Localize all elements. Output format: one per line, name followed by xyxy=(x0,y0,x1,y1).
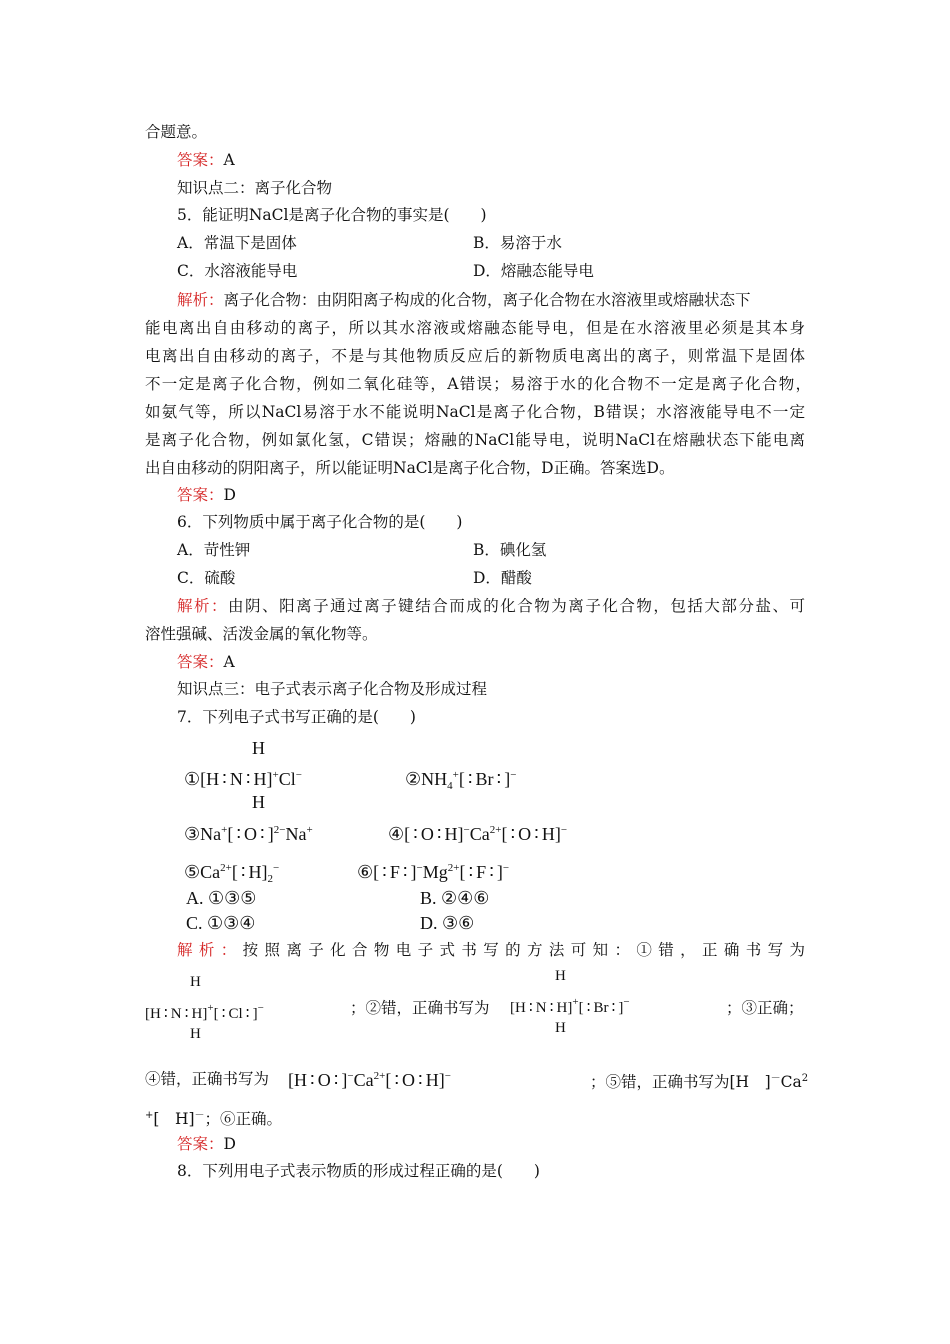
explanation-line: 电离出自由移动的离子，不是与其他物质反应后的新物质电离出的离子，则常温下是固体 xyxy=(145,347,805,365)
question-8: 8．下列用电子式表示物质的形成过程正确的是( ) xyxy=(177,1162,540,1180)
corrected-formula-1: [H ∶ N ∶ H]+[ ∶ Cl ∶ ]− xyxy=(145,1002,264,1022)
text-line: 合题意。 xyxy=(145,123,208,141)
explanation-line: 解析：离子化合物：由阴阳离子构成的化合物，离子化合物在水溶液里或熔融状态下 xyxy=(177,291,751,309)
answer-line xyxy=(177,652,235,672)
option-b: B．易溶于水 xyxy=(473,234,562,252)
option-c: C．水溶液能导电 xyxy=(177,262,298,280)
formula-3: ③Na+[ ∶ O ∶ ]$^{2-}$Na+ xyxy=(184,824,313,844)
section-heading: 知识点三：电子式表示离子化合物及形成过程 xyxy=(177,680,488,698)
option-c: C. ①③④ xyxy=(186,913,256,933)
option-d: D. ③⑥ xyxy=(420,913,475,933)
option-a: A．常温下是固体 xyxy=(177,234,297,252)
question-7: 7．下列电子式书写正确的是( ) xyxy=(177,708,416,726)
answer-line xyxy=(177,1134,236,1154)
answer-value: D xyxy=(223,486,236,504)
answer-value: D xyxy=(223,1135,236,1153)
answer-label: 答案： xyxy=(177,151,224,169)
option-a: A. ①③⑤ xyxy=(186,888,257,908)
answer-label: 答案： xyxy=(177,486,224,504)
explanation-label: 解析： xyxy=(177,291,224,309)
answer-value: A xyxy=(223,151,235,169)
option-b: B. ②④⑥ xyxy=(420,888,490,908)
corrected-formula-2: [H ∶ N ∶ H]+[ ∶ Br ∶ ]− xyxy=(510,996,630,1016)
formula-5: $⑤Ca^{2+}$[ ∶ $H]_2^-$ xyxy=(184,862,280,885)
formula-4: ④[ ∶ O ∶ $H]^-Ca^{2+}$[ ∶ O ∶ H]− xyxy=(388,824,568,844)
section-heading: 知识点二：离子化合物 xyxy=(177,179,333,197)
explanation-line: 如氨气等，所以NaCl易溶于水不能说明NaCl是离子化合物，B错误；水溶液能导电不一定 xyxy=(145,403,805,421)
formula-2: $②NH_4^+$[ ∶ Br ∶ ]− xyxy=(405,769,517,792)
question-6: 6．下列物质中属于离子化合物的是( ) xyxy=(177,513,463,531)
formula-6: ⑥[ ∶ F ∶ ]$^-Mg^{2+}$[ ∶ F ∶ ]− xyxy=(357,862,510,882)
corrected-formula-4: [H ∶ O ∶ ]$^-Ca^{2+}$[ ∶ O ∶ H]− xyxy=(288,1070,451,1090)
answer-value: A xyxy=(223,653,235,671)
option-d: D．熔融态能导电 xyxy=(473,262,594,280)
explanation-label: 解析： xyxy=(177,597,229,615)
explanation-label: 解析： xyxy=(177,941,243,959)
option-c: C．硫酸 xyxy=(177,569,236,587)
answer-label: 答案： xyxy=(177,1135,224,1153)
explanation-line: 出自由移动的阴阳离子，所以能证明NaCl是离子化合物，D正确。答案选D。 xyxy=(145,459,675,477)
option-b: B．碘化氢 xyxy=(473,541,547,559)
question-5: 5．能证明NaCl是离子化合物的事实是( ) xyxy=(177,206,487,224)
explanation-line: +[ H]－；⑥正确。 xyxy=(145,1110,283,1129)
explanation-line: 能电离出自由移动的离子，所以其水溶液或熔融态能导电，但是在水溶液里必须是其本身 xyxy=(145,319,805,337)
explanation-line: 解析：按照离子化合物电子式书写的方法可知：①错，正确书写为 xyxy=(177,941,805,959)
document-page: 合题意。 答案：A 知识点二：离子化合物 5．能证明NaCl是离子化合物的事实是( ) A．常温下是固体 B．易溶于水 C．水溶液能导电 D．熔融态能导电 解析：离子化合物：由阴阳离子构成的化合物，离子化合物在水溶液里或熔融状态下 能电离出自由移动的离子，所以其水溶液或熔融态能导电，但是在水溶液里必须是其本身 电离出自由移动的离子，不是与其他物质反应后的新物质电离出的离子，则常温下是固体 不一定是离子化合物，例如二氧化硅等，A错误；易溶于水的化合物不一定是离子化合物， 如氨气等，所以NaCl易溶于水不能说明NaCl是离子化合物，B错误；水溶液能导电不一定 是离子化合物，例如氯化氢，C错误；熔融的NaCl能导电，说明NaCl在熔融状态下能电离 出自由移动的阴阳离子，所以能证明NaCl是离子化合物，D正确。答案选D。 答案：D 6．下列物质中属于离子化合物的是( ) A．苛性钾 B．碘化氢 C．硫酸 D．醋酸 解析：由阴、阳离子通过离子键结合而成的化合物为离子化合物，包括大部分盐、可 溶性强碱、活泼金属的氧化物等。 答案：A 知识点三：电子式表示离子化合物及形成过程 7．下列电子式书写正确的是( ) H ①[H ∶ N ∶ H]+Cl− H $②NH_4^+$[ ∶ Br ∶ ]− ③Na+[ ∶ O ∶ ]$^{2-}$Na+ ④[ ∶ O ∶ $H]^-Ca^{2+}$[ ∶ O ∶ H]− $⑤Ca^{2+}$[ ∶ $H]_2^-$ ⑥[ ∶ F ∶ ]$^-Mg^{2+}$[ ∶ F ∶ ]− A. ①③⑤ B. ②④⑥ C. ①③④ D. ③⑥ 解析：按照离子化合物电子式书写的方法可知：①错，正确书写为 H H [H ∶ N ∶ H]+[ ∶ Cl ∶ ]− ；②错，正确书写为 [H ∶ N ∶ H]+[ ∶ Br ∶ ]− ；③正确； H H ④错，正确书写为 [H ∶ O ∶ ]$^-Ca^{2+}$[ ∶ O ∶ H]− ；⑤错，正确书写为[H ]－Ca$^2$ +[ H]－；⑥正确。 答案：D 8．下列用电子式表示物质的形成过程正确的是( ) xyxy=(145,123,811,1180)
explanation-line: 溶性强碱、活泼金属的氧化物等。 xyxy=(145,625,378,643)
option-d: D．醋酸 xyxy=(473,569,532,587)
answer-label: 答案： xyxy=(177,653,224,671)
answer-line xyxy=(177,485,236,505)
explanation-line: 不一定是离子化合物，例如二氧化硅等，A错误；易溶于水的化合物不一定是离子化合物， xyxy=(145,375,811,393)
answer-line xyxy=(177,150,235,170)
option-a: A．苛性钾 xyxy=(177,541,251,559)
explanation-line: 解析：由阴、阳离子通过离子键结合而成的化合物为离子化合物，包括大部分盐、可 xyxy=(177,597,805,615)
explanation-line: 是离子化合物，例如氯化氢，C错误；熔融的NaCl能导电，说明NaCl在熔融状态下能电离 xyxy=(145,431,805,449)
